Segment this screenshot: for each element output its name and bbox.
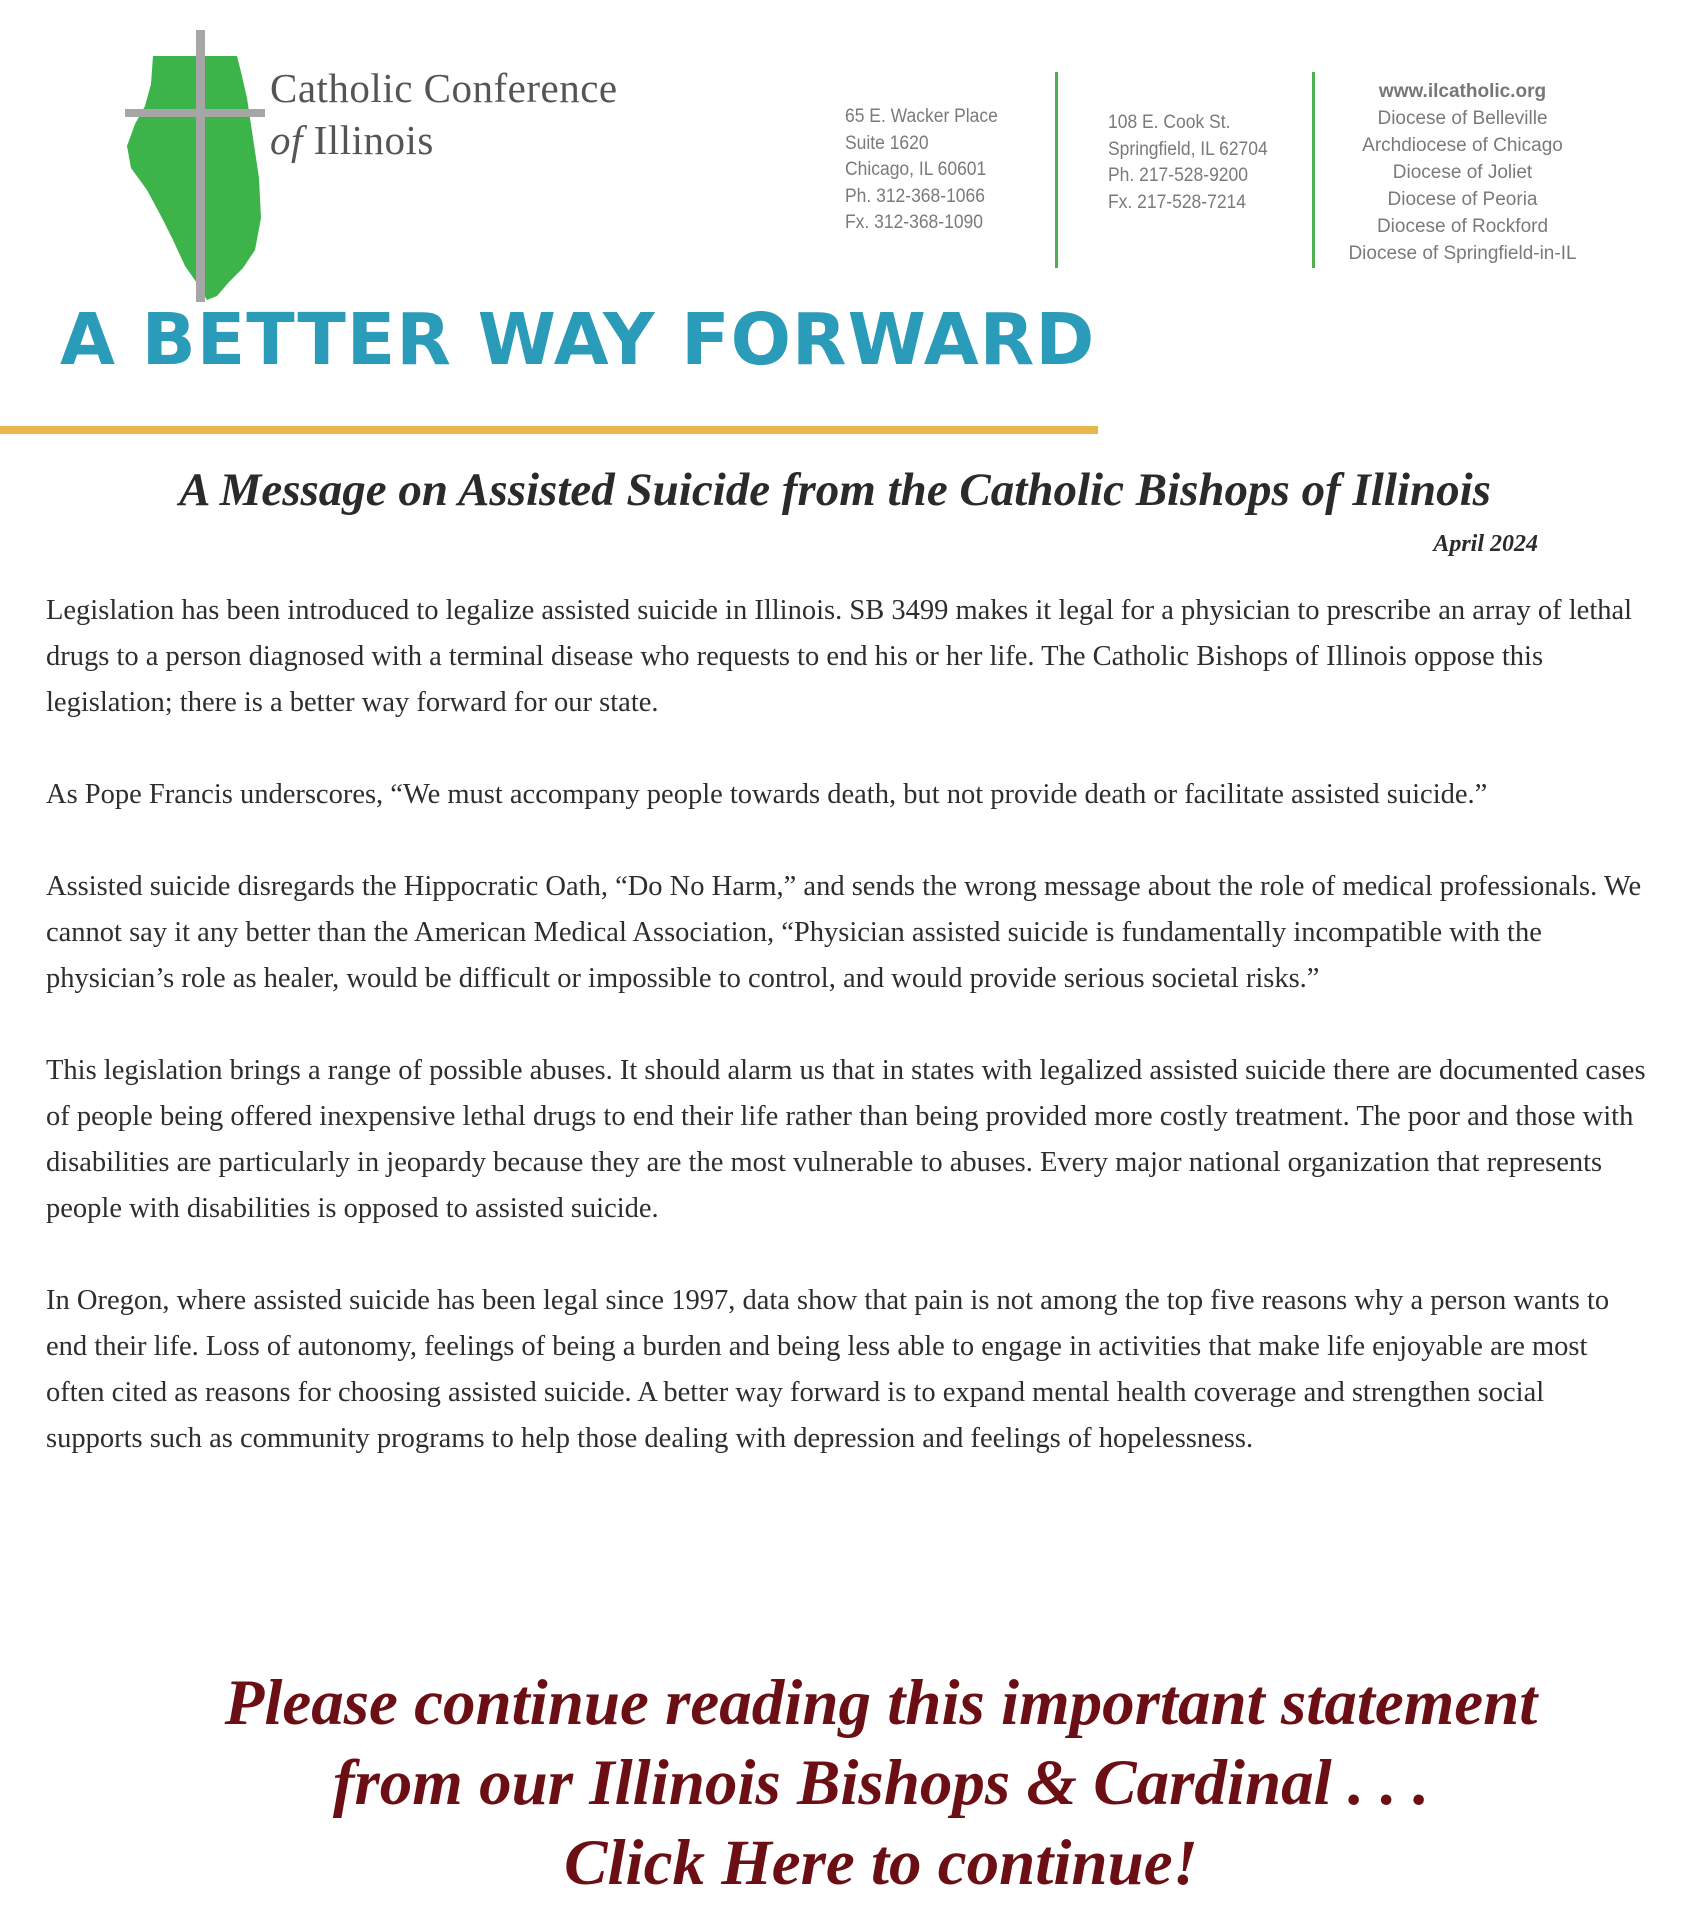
body-paragraph: As Pope Francis underscores, “We must accompany people towards death, but not provide death or facilitate assisted suicide.” (46, 779, 1488, 810)
diocese-item: Archdiocese of Chicago (1362, 135, 1563, 156)
body-paragraph: Legislation has been introduced to legalize assisted suicide in Illinois. SB 3499 makes it legal for a physician to prescribe an array of lethal drugs to a person diagnosed with a terminal disease who requests to end his or her life. The Catholic Bishops of Illinois oppose this legislation; there is a better way forward for our state. (46, 595, 1633, 718)
cta-line: Please continue reading this important statement (224, 1667, 1538, 1739)
click-here-link[interactable]: Click Here to continue! (564, 1827, 1198, 1899)
org-name-line2 (270, 114, 618, 166)
diocese-item: Diocese of Rockford (1376, 216, 1549, 237)
chicago-address-line: Suite 1620 (845, 132, 929, 154)
springfield-address-line: Springfield, IL 62704 (1108, 138, 1268, 160)
message-date: April 2024 (1433, 531, 1538, 557)
chicago-fax: Fx. 312-368-1090 (845, 212, 983, 233)
springfield-fax: Fx. 217-528-7214 (1108, 191, 1246, 213)
website-link[interactable]: www.ilcatholic.org (1378, 81, 1547, 102)
diocese-item: Diocese of Belleville (1377, 108, 1548, 129)
illinois-cross-logo-icon (125, 28, 285, 303)
header-divider (1312, 72, 1315, 268)
gold-divider (0, 426, 1098, 434)
continue-reading-link[interactable] (0, 1663, 1700, 1903)
header-divider (1055, 72, 1058, 268)
springfield-phone: Ph. 217-528-9200 (1108, 165, 1248, 186)
chicago-phone: Ph. 312-368-1066 (845, 185, 985, 207)
chicago-address-line: 65 E. Wacker Place (845, 106, 998, 127)
springfield-address-line: 108 E. Cook St. (1108, 112, 1231, 133)
org-name-line1: Catholic Conference (270, 65, 618, 111)
message-body (46, 588, 1646, 1508)
cta-line: from our Illinois Bishops & Cardinal . . . (332, 1747, 1430, 1819)
diocese-item: Diocese of Joliet (1392, 162, 1533, 183)
banner-heading: A BETTER WAY FORWARD (60, 298, 1096, 381)
organization-name (270, 62, 618, 166)
diocese-item: Diocese of Peoria (1387, 189, 1538, 210)
org-name-state: Illinois (302, 117, 434, 163)
chicago-address-line: Chicago, IL 60601 (845, 159, 987, 180)
dioceses-list (1320, 78, 1605, 267)
org-name-of: of (270, 117, 303, 163)
springfield-office-address (1108, 110, 1268, 216)
body-paragraph: In Oregon, where assisted suicide has been legal since 1997, data show that pain is not among the top five reasons why a person wants to end their life. Loss of autonomy, feelings of being a burden and being less able to engage in activities that make life enjoyable are most often cited as reasons for choosing assisted suicide. A better way forward is to expand mental health coverage and strengthen social supports such as community programs to help those dealing with depression and feelings of hopelessness. (46, 1285, 1610, 1454)
body-paragraph: This legislation brings a range of possible abuses. It should alarm us that in states with legalized assisted suicide there are documented cases of people being offered inexpensive lethal drugs to end their life rather than being provided more costly treatment. The poor and those with disabilities are particularly in jeopardy because they are the most vulnerable to abuses. Every major national organization that represents people with disabilities is opposed to assisted suicide. (46, 1055, 1646, 1224)
chicago-office-address (845, 104, 998, 237)
body-paragraph: Assisted suicide disregards the Hippocratic Oath, “Do No Harm,” and sends the wrong message about the role of medical professionals. We cannot say it any better than the American Medical Association, “Physician assisted suicide is fundamentally incompatible with the physician’s role as healer, would be difficult or impossible to control, and would provide serious societal risks.” (46, 871, 1642, 994)
diocese-item: Diocese of Springfield-in-IL (1348, 243, 1577, 264)
message-title: A Message on Assisted Suicide from the Catholic Bishops of Illinois (179, 464, 1491, 516)
